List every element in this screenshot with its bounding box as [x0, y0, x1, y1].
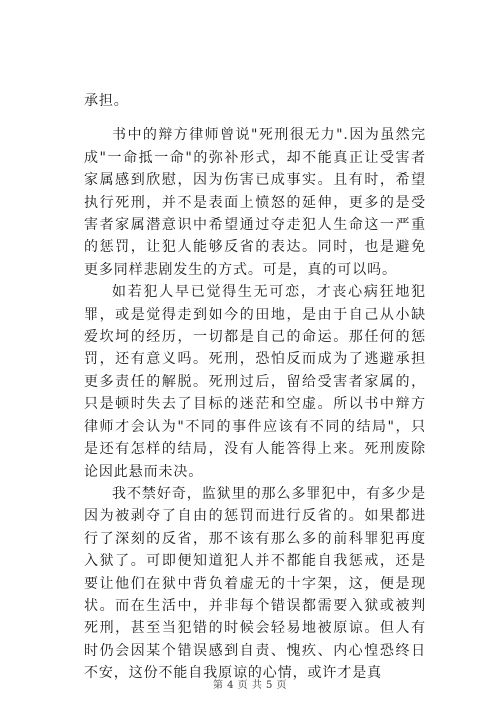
paragraph-prison-reflection: 我不禁好奇，监狱里的那么多罪犯中，有多少是因为被剥夺了自由的惩罚而进行反省的。如果都进行了深刻的反省，那不该有那么多的前科罪犯再度入狱了。可即便知道犯人并不都能自我惩戒，还是要让他们在狱中背负着虚无的十字架，这，便是现状。而在生活中，并非每个错误都需要入狱或被判死刑，甚至当犯错的时候会轻易地被原谅。但人有时仍会因某个错误感到自责、愧疚、内心惶恐终日不安，这份不能自我原谅的心情，或许才是真 — [84, 485, 426, 682]
page-number-footer: 第 4 页 共 5 页 — [212, 680, 288, 691]
paragraph-criminal-despair: 如若犯人早已觉得生无可恋，才丧心病狂地犯罪，或是觉得走到如今的田地，是由于自己从小缺爱坎坷的经历，一切都是自己的命运。那任何的惩罚，还有意义吗。死刑，恐怕反而成为了逃避承担更多责任的解脱。死刑过后，留给受害者家属的，只是顿时失去了目标的迷茫和空虚。所以书中辩方律师才会认为"不同的事件应该有不同的结局"，只是还有怎样的结局，没有人能答得上来。死刑废除论因此悬而未决。 — [84, 284, 426, 480]
paragraph-defense-lawyer: 书中的辩方律师曾说"死刑很无力".因为虽然完成"一命抵一命"的弥补形式，却不能真正让受害者家属感到欣慰，因为伤害已成事实。且有时，希望执行死刑，并不是表面上愤怒的延伸，更多的是受害者家属潜意识中希望通过夺走犯人生命这一严重的惩罚，让犯人能够反省的表达。同时，也是避免更多同样悲剧发生的方式。可是，真的可以吗。 — [84, 127, 426, 278]
paragraph-continuation: 承担。 — [84, 93, 129, 109]
document-body — [84, 90, 426, 685]
